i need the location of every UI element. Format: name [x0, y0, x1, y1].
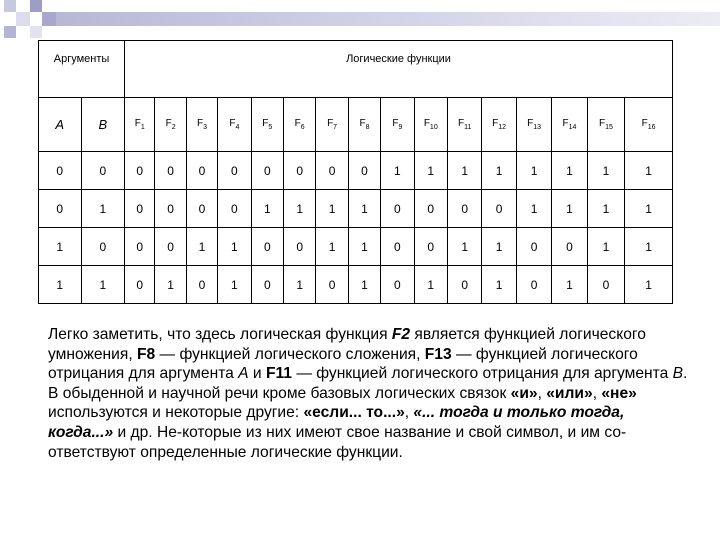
decor-square: [30, 0, 42, 12]
func-value-cell: 1: [414, 152, 447, 190]
func-value-cell: 1: [552, 152, 587, 190]
func-value-cell: 1: [218, 266, 251, 304]
function-header: $F_6$: [283, 98, 315, 152]
func-value-cell: 1: [348, 266, 380, 304]
func-value-cell: 0: [186, 266, 217, 304]
connective: «или»: [546, 384, 593, 402]
connective: «и»: [510, 384, 538, 402]
table-row: [39, 190, 673, 228]
func-value-cell: 1: [587, 152, 624, 190]
arg-value-cell: 0: [81, 228, 125, 266]
func-value-cell: 1: [155, 266, 186, 304]
func-value-cell: 1: [587, 190, 624, 228]
func-value-cell: 0: [186, 152, 217, 190]
arg-value-cell: 1: [81, 266, 125, 304]
function-header: $F_{15}$: [587, 98, 624, 152]
func-value-cell: 1: [414, 266, 447, 304]
func-value-cell: 0: [414, 190, 447, 228]
group-header-row: [39, 41, 673, 98]
arg-ref: А: [238, 365, 249, 383]
func-value-cell: 0: [125, 266, 155, 304]
func-value-cell: 1: [587, 228, 624, 266]
func-value-cell: 0: [125, 190, 155, 228]
func-value-cell: 0: [251, 266, 283, 304]
decor-stripe: [56, 12, 720, 26]
func-value-cell: 0: [516, 266, 551, 304]
function-header: $F_{14}$: [552, 98, 587, 152]
func-value-cell: 0: [316, 152, 348, 190]
func-value-cell: 1: [625, 152, 673, 190]
func-ref: F13: [424, 345, 452, 363]
arg-value-cell: 0: [39, 190, 82, 228]
func-value-cell: 0: [381, 228, 414, 266]
func-value-cell: 0: [251, 152, 283, 190]
func-value-cell: 1: [516, 190, 551, 228]
func-value-cell: 1: [348, 190, 380, 228]
decor-square: [30, 26, 42, 38]
func-value-cell: 1: [316, 190, 348, 228]
connective: «... тогда и только тогда, когда...»: [48, 404, 625, 441]
func-value-cell: 1: [381, 152, 414, 190]
func-value-cell: 0: [381, 190, 414, 228]
function-header: $F_9$: [381, 98, 414, 152]
function-header: $F_5$: [251, 98, 283, 152]
decor-square: [4, 0, 16, 12]
explanation-text: [48, 325, 688, 462]
arg-value-cell: 0: [39, 152, 82, 190]
function-header: $F_2$: [155, 98, 186, 152]
func-value-cell: 0: [348, 152, 380, 190]
func-value-cell: 0: [381, 266, 414, 304]
table-row: [39, 266, 673, 304]
connective: «если... то...»: [303, 404, 405, 422]
arg-value-cell: 1: [39, 266, 82, 304]
func-value-cell: 1: [625, 190, 673, 228]
arg-value-cell: 1: [81, 190, 125, 228]
func-value-cell: 1: [283, 266, 315, 304]
func-value-cell: 1: [482, 228, 516, 266]
func-value-cell: 0: [186, 190, 217, 228]
function-header: $F_8$: [348, 98, 380, 152]
func-value-cell: 1: [251, 190, 283, 228]
func-ref: F8: [137, 345, 156, 363]
arg-ref: В: [672, 365, 684, 383]
arguments-header: Аргументы: [39, 41, 125, 98]
func-value-cell: 1: [482, 266, 516, 304]
arg-value-cell: 1: [39, 228, 82, 266]
paragraph-2: В обыденной и научной речи кроме базовых логических связок «и», «или», «не» используются и некоторые другие: «если... то...», «... тогда и только тогда, когда...» и др. Не-которые из них имеют свое название и свой символ, и им со-ответствуют определенные логические функции.: [48, 384, 637, 461]
func-value-cell: 1: [447, 152, 481, 190]
func-value-cell: 1: [625, 228, 673, 266]
func-value-cell: 1: [283, 190, 315, 228]
function-header: $F_3$: [186, 98, 217, 152]
func-value-cell: 1: [552, 190, 587, 228]
func-value-cell: 0: [447, 190, 481, 228]
function-header: $F_1$: [125, 98, 155, 152]
table-row: [39, 152, 673, 190]
func-value-cell: 0: [414, 228, 447, 266]
function-header: $F_4$: [218, 98, 251, 152]
func-value-cell: 0: [155, 190, 186, 228]
functions-header: Логические функции: [125, 41, 673, 98]
func-value-cell: 1: [516, 152, 551, 190]
decor-square: [16, 12, 30, 26]
paragraph-1: Легко заметить, что здесь логическая функция F2 является функцией логического умножения, F8 — функцией логического сложения, F13 — функцией логического отрицания для аргумента А и F11 — функцией логического отрицания для аргумента В.: [48, 326, 688, 383]
function-header: $F_{16}$: [625, 98, 673, 152]
function-header: $F_7$: [316, 98, 348, 152]
truth-table: [38, 40, 673, 304]
function-header: $F_{11}$: [447, 98, 481, 152]
table-row: [39, 228, 673, 266]
func-value-cell: 0: [218, 152, 251, 190]
function-header: $F_{12}$: [482, 98, 516, 152]
func-ref: F2: [391, 326, 411, 343]
function-header: $F_{10}$: [414, 98, 447, 152]
connective: «не»: [601, 384, 637, 402]
func-value-cell: 0: [587, 266, 624, 304]
func-value-cell: 1: [625, 266, 673, 304]
func-value-cell: 0: [316, 266, 348, 304]
arg-value-cell: 0: [81, 152, 125, 190]
func-value-cell: 0: [283, 152, 315, 190]
decor-square: [4, 26, 16, 38]
func-value-cell: 0: [251, 228, 283, 266]
column-header-row: [39, 98, 673, 152]
func-ref: F11: [265, 365, 292, 383]
func-value-cell: 1: [447, 228, 481, 266]
func-value-cell: 1: [218, 228, 251, 266]
function-header: $F_{13}$: [516, 98, 551, 152]
func-value-cell: 0: [482, 190, 516, 228]
arg-header: A: [39, 98, 82, 152]
decor-square: [42, 12, 56, 26]
func-value-cell: 1: [552, 266, 587, 304]
func-value-cell: 1: [186, 228, 217, 266]
arg-header: B: [81, 98, 125, 152]
func-value-cell: 0: [283, 228, 315, 266]
func-value-cell: 0: [552, 228, 587, 266]
func-value-cell: 0: [155, 152, 186, 190]
func-value-cell: 1: [348, 228, 380, 266]
func-value-cell: 1: [482, 152, 516, 190]
func-value-cell: 0: [125, 152, 155, 190]
decorative-header: [0, 0, 720, 40]
func-value-cell: 0: [155, 228, 186, 266]
func-value-cell: 0: [516, 228, 551, 266]
func-value-cell: 0: [447, 266, 481, 304]
func-value-cell: 1: [316, 228, 348, 266]
func-value-cell: 0: [125, 228, 155, 266]
func-value-cell: 0: [218, 190, 251, 228]
